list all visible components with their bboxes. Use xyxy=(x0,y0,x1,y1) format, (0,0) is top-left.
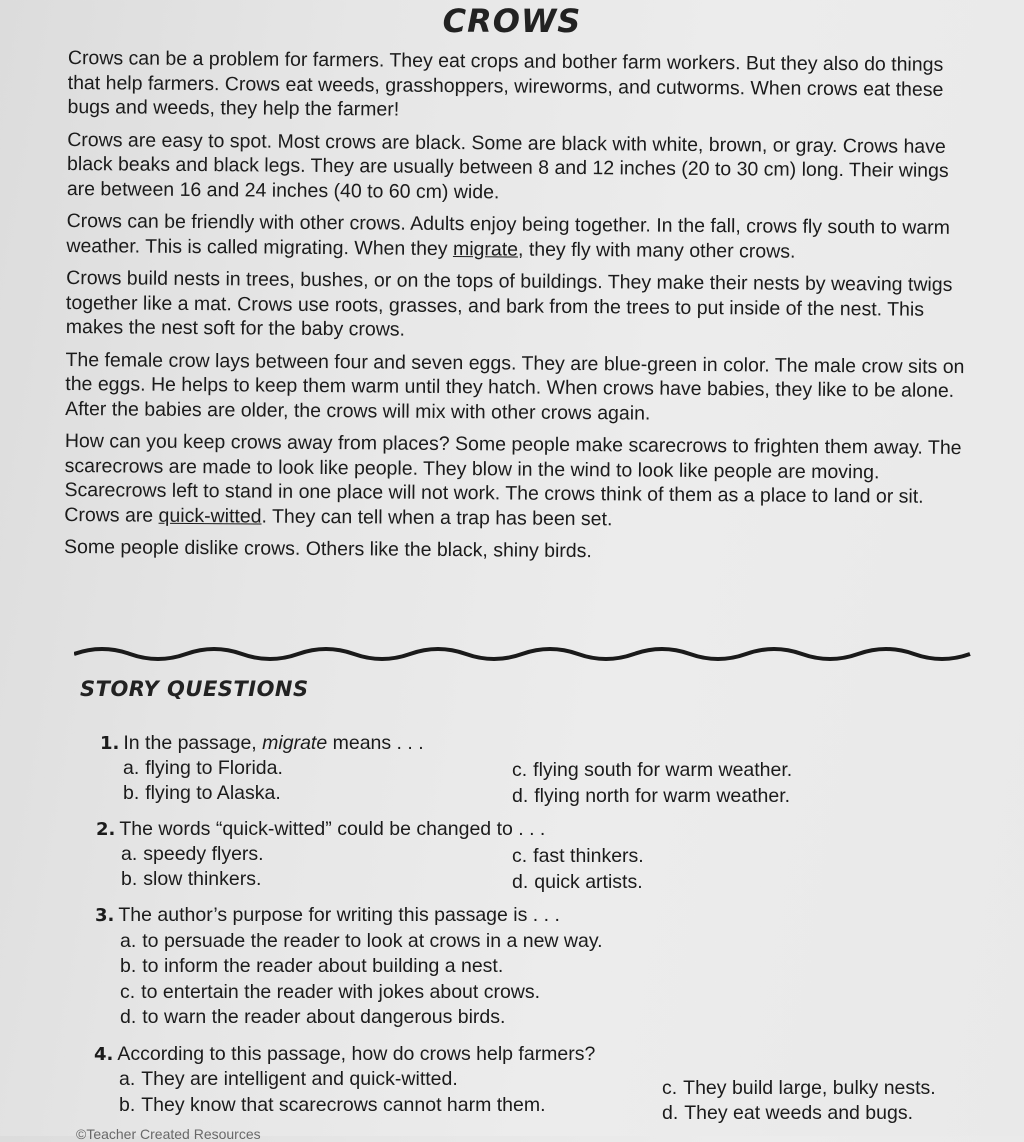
option-letter: a. xyxy=(121,843,138,865)
page-title: CROWS xyxy=(442,2,582,40)
option-text: They know that scarecrows cannot harm them. xyxy=(141,1094,546,1116)
underlined-word-migrate: migrate xyxy=(452,237,519,261)
paragraph-2: Crows are easy to spot. Most crows are black. Some are black with white, brown, or gray. Crows have black beaks and black legs. They are usually between 8 and 12 inches (20 to 30 cm) long. Their wings are between 16 and 24 inches (40 to 60 cm) wide. xyxy=(66,128,949,203)
question-2-stem xyxy=(96,817,956,842)
reading-passage xyxy=(64,46,968,575)
story-questions-heading: STORY QUESTIONS xyxy=(80,677,309,701)
question-4-option-b[interactable] xyxy=(119,1093,546,1118)
question-4-option-c[interactable] xyxy=(662,1076,936,1101)
question-2-option-a[interactable] xyxy=(121,842,264,867)
option-letter: c. xyxy=(512,759,528,781)
option-letter: d. xyxy=(120,1006,137,1028)
question-4 xyxy=(94,1042,984,1126)
option-text: to inform the reader about building a nest. xyxy=(142,955,504,977)
option-letter: d. xyxy=(662,1102,679,1124)
option-letter: b. xyxy=(119,1094,136,1116)
paragraph-1: Crows can be a problem for farmers. They eat crops and bother farm workers. But they also do things that help farmers. Crows eat weeds, grasshoppers, wireworms, and cutworms. When crows eat these bugs and weeds, they help the farmer! xyxy=(67,46,944,121)
option-text: flying south for warm weather. xyxy=(533,759,793,781)
question-2-option-d[interactable] xyxy=(512,870,643,895)
paragraph-5: The female crow lays between four and seven eggs. They are blue-green in color. The male crow sits on the eggs. He helps to keep them warm until they hatch. When crows have babies, they like to be alone. After the babies are older, the crows will mix with other crows again. xyxy=(65,348,965,425)
option-letter: a. xyxy=(123,757,140,779)
option-text: fast thinkers. xyxy=(533,845,644,867)
option-text: They are intelligent and quick-witted. xyxy=(141,1068,458,1090)
question-1-option-c[interactable] xyxy=(512,758,792,783)
paragraph-6-text-end: . They can tell when a trap has been set. xyxy=(261,505,613,530)
paragraph-6-text: How can you keep crows away from places? Some people make scarecrows to frighten them away. The scarecrows are made to look like people. They blow in the wind to look like people are moving. Scarecrows left to stand in one place will not work. The crows think of them as a place to land or sit. Crows are xyxy=(64,429,962,527)
question-4-option-a[interactable] xyxy=(119,1067,458,1092)
option-letter: b. xyxy=(120,955,137,977)
question-number: 1. xyxy=(100,733,120,754)
question-3-option-d[interactable] xyxy=(120,1005,505,1030)
paragraph-6 xyxy=(64,429,965,534)
paragraph-4: Crows build nests in trees, bushes, or on the tops of buildings. They make their nests by weaving twigs together like a mat. Crows use roots, grasses, and bark from the trees to put inside of the nest. This makes the nest soft for the baby crows. xyxy=(65,266,953,341)
option-letter: c. xyxy=(120,981,136,1003)
question-1-stem-end: means . . . xyxy=(327,732,424,754)
option-text: They eat weeds and bugs. xyxy=(684,1102,914,1124)
question-4-stem xyxy=(94,1042,984,1067)
option-letter: c. xyxy=(512,845,528,867)
question-2-option-c[interactable] xyxy=(512,844,644,869)
underlined-word-quick-witted: quick-witted xyxy=(158,504,262,528)
question-3-option-a[interactable] xyxy=(120,929,603,954)
option-letter: c. xyxy=(662,1077,678,1099)
option-text: speedy flyers. xyxy=(143,843,264,865)
question-4-option-d[interactable] xyxy=(662,1101,913,1126)
option-text: slow thinkers. xyxy=(143,868,262,890)
question-2-option-b[interactable] xyxy=(121,867,261,892)
option-letter: d. xyxy=(512,871,529,893)
option-letter: b. xyxy=(121,868,138,890)
option-letter: d. xyxy=(512,785,529,807)
question-1-option-a[interactable] xyxy=(123,756,283,781)
question-1 xyxy=(100,731,960,811)
paragraph-3 xyxy=(66,209,966,265)
paragraph-7: Some people dislike crows. Others like the black, shiny birds. xyxy=(63,535,592,563)
option-text: flying to Florida. xyxy=(145,757,283,779)
question-3-stem xyxy=(95,903,955,928)
question-1-option-b[interactable] xyxy=(123,781,281,806)
option-text: flying north for warm weather. xyxy=(534,785,791,807)
copyright-footer: ©Teacher Created Resources xyxy=(76,1126,261,1142)
question-2-stem-text: The words “quick-witted” could be changed to . . . xyxy=(119,818,546,840)
question-1-option-d[interactable] xyxy=(512,784,790,809)
option-text: to entertain the reader with jokes about crows. xyxy=(141,981,541,1003)
option-text: to persuade the reader to look at crows in a new way. xyxy=(142,930,603,952)
question-number: 4. xyxy=(94,1044,114,1065)
question-number: 3. xyxy=(95,905,115,926)
option-text: quick artists. xyxy=(534,871,643,893)
paragraph-3-text: Crows can be friendly with other crows. Adults enjoy being together. In the fall, crows fly south to warm weather. This is called migrating. When they xyxy=(66,209,951,260)
paragraph-3-text-end: , they fly with many other crows. xyxy=(517,238,796,263)
option-letter: a. xyxy=(119,1068,136,1090)
question-2 xyxy=(96,817,956,897)
question-number: 2. xyxy=(96,819,116,840)
question-3 xyxy=(95,903,955,1033)
question-1-stem xyxy=(100,731,960,756)
option-text: flying to Alaska. xyxy=(145,782,281,804)
question-4-stem-text: According to this passage, how do crows help farmers? xyxy=(117,1043,596,1065)
question-3-option-b[interactable] xyxy=(120,954,503,979)
wavy-divider xyxy=(74,642,978,668)
option-letter: b. xyxy=(123,782,140,804)
option-text: to warn the reader about dangerous birds. xyxy=(142,1006,506,1028)
question-3-stem-text: The author’s purpose for writing this passage is . . . xyxy=(118,904,560,926)
option-letter: a. xyxy=(120,930,137,952)
option-text: They build large, bulky nests. xyxy=(683,1077,936,1099)
question-3-option-c[interactable] xyxy=(120,980,540,1005)
question-1-stem-italic: migrate xyxy=(262,732,328,754)
question-1-stem-text: In the passage, xyxy=(123,732,263,754)
